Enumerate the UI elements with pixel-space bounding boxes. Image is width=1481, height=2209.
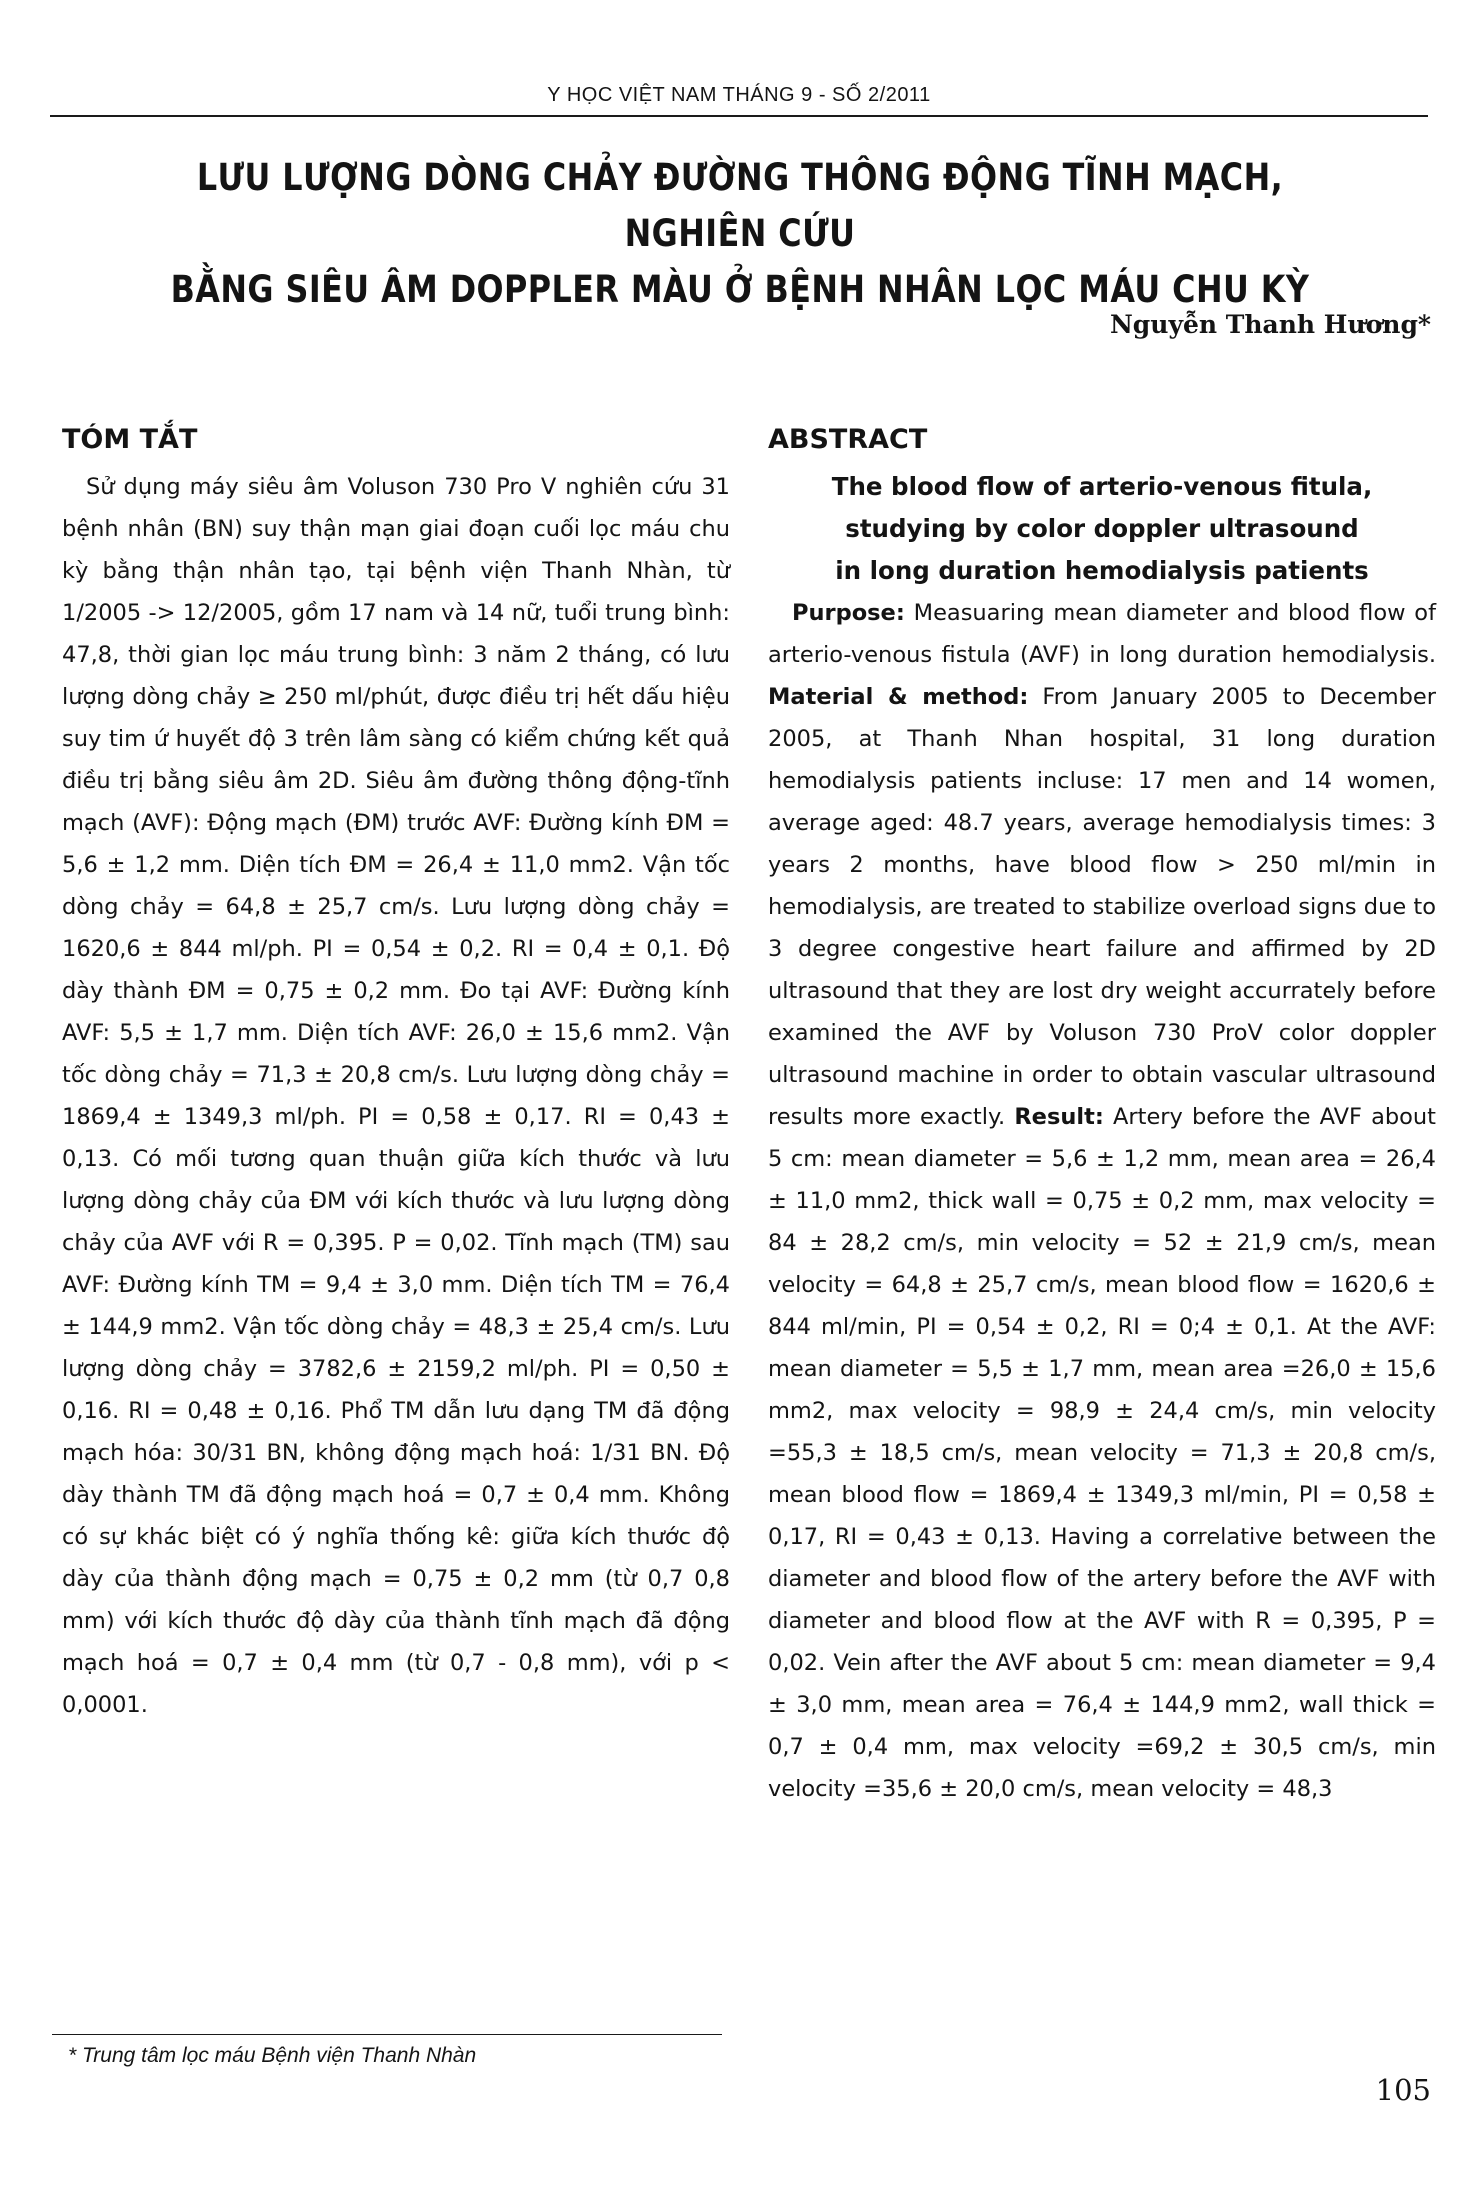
purpose-text: Measuaring mean diameter and blood flow of arterio-venous fistula (AVF) in long duration hemodialysis. <box>768 600 1436 668</box>
abstract-body <box>768 592 1436 1810</box>
purpose-label: Purpose: <box>792 600 905 626</box>
affiliation-footnote: * Trung tâm lọc máu Bệnh viện Thanh Nhàn <box>68 2044 477 2067</box>
abstract-title-line-1: The blood flow of arterio-venous fitula, <box>831 472 1373 501</box>
method-label: Material & method: <box>768 684 1029 710</box>
footnote-rule <box>52 2034 722 2035</box>
article-title-line-2: BẰNG SIÊU ÂM DOPPLER MÀU Ở BỆNH NHÂN LỌC MÁU CHU KỲ <box>170 268 1310 311</box>
page-number: 105 <box>1375 2073 1431 2107</box>
abstract-title-line-3: in long duration hemodialysis patients <box>835 556 1369 585</box>
abstract-heading: ABSTRACT <box>768 424 928 455</box>
result-text: Artery before the AVF about 5 cm: mean diameter = 5,6 ± 1,2 mm, mean area = 26,4 ± 11,0 mm2, thick wall = 0,75 ± 0,2 mm, max velocity = 84 ± 28,2 cm/s, min velocity = 52 ± 21,9 cm/s, mean velocity = 64,8 ± 25,7 cm/s, mean blood flow = 1620,6 ± 844 ml/min, PI = 0,54 ± 0,2, RI = 0;4 ± 0,1. At the AVF: mean diameter = 5,5 ± 1,7 mm, mean area =26,0 ± 15,6 mm2, max velocity = 98,9 ± 24,4 cm/s, min velocity =55,3 ± 18,5 cm/s, mean velocity = 71,3 ± 20,8 cm/s, mean blood flow = 1869,4 ± 1349,3 ml/min, PI = 0,58 ± 0,17, RI = 0,43 ± 0,13. Having a correlative between the diameter and blood flow of the artery before the AVF with diameter and blood flow at the AVF with R = 0,395, P = 0,02. Vein after the AVF about 5 cm: mean diameter = 9,4 ± 3,0 mm, mean area = 76,4 ± 144,9 mm2, wall thick = 0,7 ± 0,4 mm, max velocity =69,2 ± 30,5 cm/s, min velocity =35,6 ± 20,0 cm/s, mean velocity = 48,3 <box>768 1104 1436 1802</box>
english-abstract-column <box>768 420 1436 1810</box>
running-header: Y HỌC VIỆT NAM THÁNG 9 - SỐ 2/2011 <box>547 84 931 106</box>
summary-heading: TÓM TẮT <box>62 424 198 455</box>
header-rule <box>50 115 1428 117</box>
abstract-title-line-2: studying by color doppler ultrasound <box>845 514 1359 543</box>
method-text: From January 2005 to December 2005, at Thanh Nhan hospital, 31 long duration hemodialysis patients incluse: 17 men and 14 women, average aged: 48.7 years, average hemodialysis times: 3 years 2 months, have blood flow > 250 ml/min in hemodialysis, are treated to stabilize overload signs due to 3 degree congestive heart failure and affirmed by 2D ultrasound that they are lost dry weight accurrately before examined the AVF by Voluson 730 ProV color doppler ultrasound machine in order to obtain vascular ultrasound results more exactly. <box>768 684 1437 1130</box>
article-title <box>155 150 1325 318</box>
article-title-line-1: LƯU LƯỢNG DÒNG CHẢY ĐƯỜNG THÔNG ĐỘNG TĨNH MẠCH, NGHIÊN CỨU <box>196 156 1284 255</box>
result-label: Result: <box>1014 1104 1104 1130</box>
vietnamese-summary-column <box>62 420 730 1726</box>
summary-body: Sử dụng máy siêu âm Voluson 730 Pro V nghiên cứu 31 bệnh nhân (BN) suy thận mạn giai đoạn cuối lọc máu chu kỳ bằng thận nhân tạo, tại bệnh viện Thanh Nhàn, từ 1/2005 -> 12/2005, gồm 17 nam và 14 nữ, tuổi trung bình: 47,8, thời gian lọc máu trung bình: 3 năm 2 tháng, có lưu lượng dòng chảy ≥ 250 ml/phút, được điều trị hết dấu hiệu suy tim ứ huyết độ 3 trên lâm sàng có kiểm chứng kết quả điều trị bằng siêu âm 2D. Siêu âm đường thông động-tĩnh mạch (AVF): Động mạch (ĐM) trước AVF: Đường kính ĐM = 5,6 ± 1,2 mm. Diện tích ĐM = 26,4 ± 11,0 mm2. Vận tốc dòng chảy = 64,8 ± 25,7 cm/s. Lưu lượng dòng chảy = 1620,6 ± 844 ml/ph. PI = 0,54 ± 0,2. RI = 0,4 ± 0,1. Độ dày thành ĐM = 0,75 ± 0,2 mm. Đo tại AVF: Đường kính AVF: 5,5 ± 1,7 mm. Diện tích AVF: 26,0 ± 15,6 mm2. Vận tốc dòng chảy = 71,3 ± 20,8 cm/s. Lưu lượng dòng chảy = 1869,4 ± 1349,3 ml/ph. PI = 0,58 ± 0,17. RI = 0,43 ± 0,13. Có mối tương quan thuận giữa kích thước và lưu lượng dòng chảy của ĐM với kích thước và lưu lượng dòng chảy của AVF với R = 0,395. P = 0,02. Tĩnh mạch (TM) sau AVF: Đường kính TM = 9,4 ± 3,0 mm. Diện tích TM = 76,4 ± 144,9 mm2. Vận tốc dòng chảy = 48,3 ± 25,4 cm/s. Lưu lượng dòng chảy = 3782,6 ± 2159,2 ml/ph. PI = 0,50 ± 0,16. RI = 0,48 ± 0,16. Phổ TM dẫn lưu dạng TM đã động mạch hóa: 30/31 BN, không động mạch hoá: 1/31 BN. Độ dày thành TM đã động mạch hoá = 0,7 ± 0,4 mm. Không có sự khác biệt có ý nghĩa thống kê: giữa kích thước độ dày của thành động mạch = 0,75 ± 0,2 mm (từ 0,7 0,8 mm) với kích thước độ dày của thành tĩnh mạch đã động mạch hoá = 0,7 ± 0,4 mm (từ 0,7 - 0,8 mm), với p < 0,0001. <box>62 474 730 1718</box>
author-name: Nguyễn Thanh Hương* <box>1109 310 1431 339</box>
